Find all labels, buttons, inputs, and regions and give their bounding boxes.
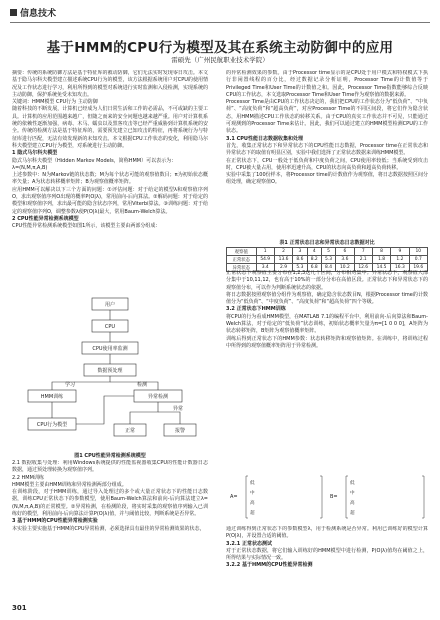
section-heading: 3.2 正常状态下HMM训练: [226, 306, 286, 313]
table-cell: 3.6: [336, 256, 354, 264]
table-cell: 10: [409, 248, 427, 256]
figure-1: [14, 294, 206, 450]
paragraph: 本实验主要实施基于HMM的CPU异常检测，必须选择具有最佳的异常检测效果的状态，: [12, 525, 205, 532]
page-number: 301: [12, 604, 27, 612]
label-training: HMM训练: [40, 394, 64, 400]
table-cell: 2.1: [354, 256, 372, 264]
matrix-row-label: 低: [250, 481, 255, 486]
column-right-bottom: [226, 526, 428, 598]
matrix-row-label: 中: [250, 491, 255, 496]
section-heading: 1 隐式马尔科夫模型: [12, 150, 58, 157]
paragraph: 隐式马尔科夫模型（Hidden Markov Models，简称HMM）可以表示为：: [12, 157, 177, 164]
table-cell: 异常状态: [227, 264, 257, 272]
column-left-bottom: [12, 460, 208, 596]
label-monitor: CPU使用率监测: [92, 346, 128, 352]
table-cell: 16.3: [391, 264, 409, 272]
table-cell: 8.6: [293, 256, 307, 264]
paragraph: λ=(N,M,π,A,B): [12, 164, 48, 171]
table-cell: 3.4: [256, 264, 274, 272]
column-left-top: [12, 70, 208, 292]
matrix-row-label: 高: [350, 501, 355, 506]
paragraph: Processor Time是由CPU的工作状态决定的，我们把CPU的工作状态分为“低负荷”、“中负荷”、“高度负荷”和“超高负荷”，对应Processor Time的不同区间段，将它们作为隐含状态，用HMM描述CPU工作状态的转移关系。由于CPU的真实工作状态并不可见，只能通过可观测到的Processor Time来估计。因此，我们可以通过建立的HMM模型检测CPU的工作状态。: [226, 99, 428, 135]
section-header: [10, 6, 430, 23]
matrix-row-label: 超: [250, 511, 255, 516]
paragraph: 对于正常状态数据，将它们输入训练好的HMM模型中进行检测，P(O|λ)值均在阈值之上，所得结果与实际情况一致。: [226, 547, 428, 562]
paragraph: 在正常状态下，CPU一般处于低负荷和中度负荷之间，CPU使用率较低；当系统受到攻击时，CPU被大量占用，使用率迅速升高，CPU的状态向高负荷和超高负荷转移。: [226, 157, 428, 171]
table-caption: 表1 正常状态日志和异常状态日志数据对比: [279, 240, 375, 246]
label-detection: 检测: [136, 382, 148, 388]
table-cell: 14.5: [372, 264, 390, 272]
table-cell: 4: [307, 248, 321, 256]
matrix-row-label: 低: [350, 481, 355, 486]
label-model: CPU行为模型: [36, 422, 68, 428]
matrix-row-label: 高: [250, 501, 255, 506]
paragraph: 2.1 数据收集与处理：利用Windows系统提供的性能监视器收集CPU的性能计数器日志数据，通过预处理转换为观察值序列。: [12, 460, 208, 474]
table-cell: 12.6: [354, 264, 372, 272]
paragraph: 将CPU的行为看成HMM模型，在MATLAB 7.1的编程平台中，利用前向-后向算法和Baum-Welch算法，对于给定的“低负荷”状态训练，初始状态概率矢量为π=[1 0 0 0]，A矩阵为状态转移矩阵，B矩阵为观察值概率矩阵。: [226, 313, 428, 335]
table-cell: 0.7: [409, 256, 427, 264]
label-cpu: CPU: [104, 324, 116, 330]
paragraph: 训练后得到正常状态下的HMM参数：状态转移矩阵和观察值矩阵。在训练中，将训练过程中所得到的观察值概率矩阵用于异常检测。: [226, 335, 428, 349]
article-author: 雷硕先（广州民航职业技术学院）: [171, 56, 269, 64]
table-cell: 8.4: [321, 264, 335, 272]
paragraph: 将日志数据按照观察值分组作为观察值，确定隐含状态数目N，根据Processor time的计数值分为“低负荷”、“中度负荷”、“高度负荷”和“超高负荷”四个等级。: [226, 291, 428, 306]
article-title: 基于HMM的CPU行为模型及其在系统主动防御中的应用: [46, 40, 394, 56]
table-cell: 8.2: [307, 256, 321, 264]
table-cell: 13.6: [274, 256, 292, 264]
paragraph: 实验中采集了100份样本，将Processor time的计数值作为观察值，将日志数据按照区间分组处理，确定观察值O。: [226, 172, 428, 186]
section-heading: 3.2.2 基于HMM的CPU性能异常检测: [226, 562, 313, 569]
paragraph: 应用HMM可以解决以下三个方面的问题：①评估问题：对于给定的模型λ和观察值序列O，求出观察值序列O出现的概率P(O|λ)，常用前向-后向算法。②解码问题：对于给定的模型和观察值序列，求出最可能的隐含状态序列，常用Viterbi算法。③训练问题：对于给定的观察值序列O，调整参数λ使P(O|λ)最大，常用Baum-Welch算法。: [12, 186, 208, 215]
figure-caption: 图1 CPU性能异常检测系统模型: [74, 453, 146, 459]
label-user: 用户: [104, 302, 116, 308]
table-cell: 7: [354, 248, 372, 256]
column-right-middle: [226, 270, 428, 468]
paragraph: HMM模型主要由HMM训练和异常检测两部分组成。: [12, 481, 127, 488]
table-cell: 6.8: [307, 264, 321, 272]
paragraph: 摘要：传统的系统防御方法是基于特征库的被动防御，它们无法实时发现零日攻击。本文基于隐马尔科夫模型建立描述系统CPU行为的模型，该方法根据系统用户对CPU的使用情况及工作状态进行学习，利用所得到的模型对系统进行实时监测和入侵检测，实现系统的主动防御，保护系统免受未知攻击。: [12, 70, 208, 98]
table-cell: 1.2: [391, 256, 409, 264]
paragraph: 关键词：HMM模型 CPU行为 主动防御: [12, 99, 98, 106]
paragraph: 的异常检测效果的参数。由于Processor time显示的是CPU处于用户模式和特权模式下执行非闲置线程的百分比，经过数据记录分析证明，Processor Time的计数值等于Privileged Time和User Time的计数值之和。因此，Processor Time指数能够综合反映CPU的工作状态，本文选取Processor Time和User Time作为观察值的数据来源。: [226, 70, 428, 98]
table-row: [227, 256, 428, 264]
matrix-row-label: 超: [350, 511, 355, 516]
table-cell: 54.9: [256, 256, 274, 264]
table-header-row: [227, 248, 428, 256]
table-cell: 观察值: [227, 248, 257, 256]
section-heading: 2 CPU性能异常检测系统模型: [12, 215, 79, 222]
label-learning: 学习: [64, 382, 76, 388]
header-square-icon: [10, 9, 17, 16]
data-table: [226, 247, 428, 272]
paragraph: 上述参数中：N为Markov链的状态数；M为每个状态可能的观察值数目；π为初始状态概率矢量；A为状态转移概率矩阵；B为观察值概率矩阵。: [12, 172, 208, 186]
paragraph: 正常状态下观察值主要分布在1,2,3这几个区间，分布相对集中；异常状态下，观察值大部分集中于10,11,12，也有高于10%的一部分分布在高值区段。正常状态下和异常状态下的观察值分布，可以作为判断系统状态的依据。: [226, 270, 428, 291]
label-detect: 异常检测: [147, 394, 169, 400]
matrix-a-label: A=: [230, 494, 238, 500]
table-cell: 8: [372, 248, 390, 256]
paragraph: 首先，收集正常状态下和异常状态下的CPU性能日志数据，Processor time在正常状态和异常状态下的取值有明显区别，实验中我们选择了正常状态数据来训练HMM模型。: [226, 142, 428, 157]
table-cell: 2: [274, 248, 292, 256]
paragraph: CPU性能异常检测系统模型如图1所示，该模型主要由两部分组成：: [12, 223, 161, 230]
paragraph: 2.2 HMM训练: [12, 474, 44, 481]
table-cell: 6: [336, 248, 354, 256]
section-label: 信息技术: [20, 9, 57, 19]
matrix-block: [226, 468, 428, 524]
paragraph: 随着科技的不断发展，计算机已经成为人们日常生活和工作的必需品，不可或缺的主要工具。计算机的应用范围越来越广，但随之而来的安全问题也越来越严重。用户对计算机系统的依赖性逐渐加强，病毒、木马、蠕虫以及黑客攻击等已经严重威胁到计算机系统的安全。传统的检测方法是基于特征库的，需要预先建立已知攻击的特征，再将系统行为与特征库进行匹配，无法有效发现新的未知攻击。本文根据CPU工作状态的变化，利用隐马尔科夫模型建立CPU行为模型，对系统进行主动防御。: [12, 106, 208, 149]
table-cell: 3: [293, 248, 307, 256]
label-abnormal: 异常: [172, 406, 184, 412]
table-cell: 5.3: [321, 256, 335, 264]
table-cell: 正常状态: [227, 256, 257, 264]
table-cell: 5.3: [293, 264, 307, 272]
label-normal: 正常: [124, 428, 136, 434]
section-heading: 3.2.1 正常状态测试: [226, 540, 272, 547]
section-heading: 3 基于HMM的CPU性能异常检测实验: [12, 518, 98, 525]
table-cell: 5: [321, 248, 335, 256]
table-cell: 2.9: [274, 264, 292, 272]
paragraph: 在训练阶段，对于HMM训练，通过导入处理过的多个或大量正常状态下的性能日志数据，训练CPU正常状态下的参数模型，使用Baum-Welch算法和前向-后向算法建立λ=(N,M,π,A,B)的正常模型。②异常检测，在检测阶段，将实时采集的观察值序列输入已训练好的模型，利用前向-后向算法计算P(O|λ)值，并与阈值比较，判断系统是否异常。: [12, 489, 208, 518]
label-preprocess: 数据预处理: [97, 368, 123, 374]
paragraph: 通过训练得到正常状态下的参数模型λ，用于检测系统是否异常。利用已训练好的模型计算P(O|λ)，并设置合适的阈值。: [226, 526, 428, 540]
table-cell: 1: [256, 248, 274, 256]
table-cell: 10.2: [336, 264, 354, 272]
matrix-row-label: 中: [350, 491, 355, 496]
table-cell: 1.8: [372, 256, 390, 264]
matrix-b-label: B=: [330, 494, 338, 500]
label-alarm: 报警: [174, 428, 186, 434]
table-cell: 19.6: [409, 264, 427, 272]
section-heading: 3.1 CPU性能日志数据收集和处理: [226, 135, 303, 142]
column-right-top: [226, 70, 428, 238]
table-cell: 9: [391, 248, 409, 256]
